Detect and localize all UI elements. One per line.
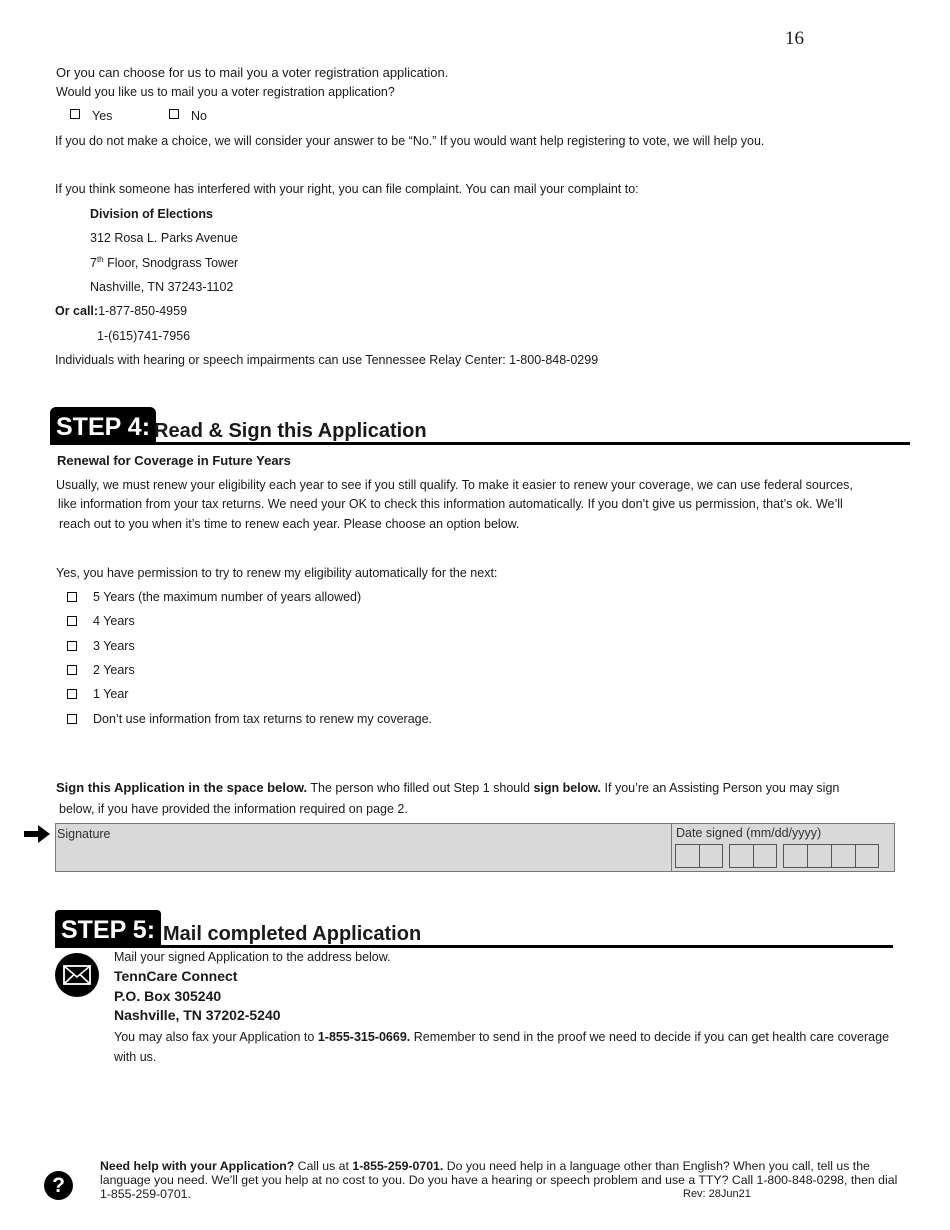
renewal-para-line2: like information from your tax returns. We need your OK to check this information automatically. If you don’t give us permission, that’s ok. We’ll — [58, 497, 843, 511]
address-name: Division of Elections — [90, 207, 213, 221]
voter-intro: Or you can choose for us to mail you a voter registration application. — [56, 65, 449, 80]
sign-bold-below: sign below. — [533, 781, 602, 795]
renewal-option-label: 2 Years — [93, 663, 135, 677]
no-label: No — [191, 109, 207, 123]
footer-help-text2: Do you need help in a language other than English? When you call, tell us the language you need. We’ll get you help at no cost to you. Do you have a hearing or speech problem and use a TTY? Call 1-800-848-0298, then dial 1-855-259-0701. — [100, 1159, 898, 1201]
mail-address-line3: Nashville, TN 37202-5240 — [114, 1007, 281, 1023]
renewal-checkbox[interactable] — [67, 665, 77, 675]
sign-text-1: The person who filled out Step 1 should — [307, 781, 534, 795]
call-line — [55, 304, 187, 318]
renewal-option-label: Don’t use information from tax returns to renew my coverage. — [93, 712, 433, 726]
date-cell-m1[interactable] — [675, 844, 699, 868]
voter-question: Would you like us to mail you a voter registration application? — [56, 85, 395, 99]
footer-help-text1: Call us at — [294, 1159, 353, 1173]
no-checkbox[interactable] — [169, 109, 179, 119]
signature-field[interactable] — [55, 823, 895, 872]
help-question-icon: ? — [44, 1171, 73, 1200]
footer-help-phone: 1-855-259-0701. — [352, 1159, 444, 1173]
address-line1: 312 Rosa L. Parks Avenue — [90, 231, 238, 245]
renewal-para-line3: reach out to you when it’s time to renew each year. Please choose an option below. — [59, 517, 520, 531]
relay-note: Individuals with hearing or speech impairments can use Tennessee Relay Center: 1-800-848-0299 — [55, 353, 599, 367]
renewal-checkbox[interactable] — [67, 714, 77, 724]
address-line3: Nashville, TN 37243-1102 — [90, 280, 234, 294]
footer-help-lead: Need help with your Application? — [100, 1159, 295, 1173]
revision-label: Rev: 28Jun21 — [683, 1188, 751, 1200]
step4-title: Read & Sign this Application — [154, 420, 427, 442]
mail-address-line1: TennCare Connect — [114, 968, 238, 984]
renewal-checkbox[interactable] — [67, 641, 77, 651]
step5-badge: STEP 5: — [55, 910, 161, 945]
renewal-para-line1: Usually, we must renew your eligibility each year to see if you still qualify. To make it easier to renew your coverage, we can use federal sources, — [56, 478, 853, 492]
date-signed-field[interactable] — [671, 823, 896, 872]
renewal-option-label: 4 Years — [93, 614, 135, 628]
date-cell-d2[interactable] — [753, 844, 777, 868]
complaint-intro: If you think someone has interfered with your right, you can file complaint. You can mail your complaint to: — [55, 182, 639, 196]
address-floor-suffix: th — [96, 255, 104, 264]
sign-instructions — [56, 780, 839, 795]
renewal-subheading: Renewal for Coverage in Future Years — [57, 453, 291, 468]
mail-instructions: Mail your signed Application to the address below. — [114, 950, 391, 964]
fax-number: 1-855-315-0669. — [317, 1030, 411, 1044]
renewal-checkbox[interactable] — [67, 689, 77, 699]
voter-default-note: If you do not make a choice, we will consider your answer to be “No.” If you would want help registering to vote, we will help you. — [55, 134, 765, 148]
date-cell-y4[interactable] — [855, 844, 879, 868]
date-cell-y3[interactable] — [831, 844, 855, 868]
fax-line2: with us. — [114, 1050, 157, 1064]
renewal-checkbox[interactable] — [67, 616, 77, 626]
renewal-checkbox[interactable] — [67, 592, 77, 602]
fax-text-post: Remember to send in the proof we need to decide if you can get health care coverage — [410, 1030, 890, 1044]
yes-label: Yes — [92, 109, 113, 123]
date-cell-d1[interactable] — [729, 844, 753, 868]
footer-help-text — [100, 1159, 900, 1201]
step4-badge: STEP 4: — [50, 407, 156, 442]
date-signed-label: Date signed (mm/dd/yyyy) — [676, 826, 822, 840]
mail-address-line2: P.O. Box 305240 — [114, 988, 222, 1004]
date-cell-m2[interactable] — [699, 844, 723, 868]
address-floor-number: 7 — [90, 256, 97, 271]
step4-header — [50, 404, 910, 445]
phone-primary: 1-877-850-4959 — [98, 304, 188, 318]
renewal-option-label: 1 Year — [93, 687, 129, 701]
call-label: Or call: — [55, 304, 99, 318]
step5-title: Mail completed Application — [163, 923, 422, 945]
date-cell-y1[interactable] — [783, 844, 807, 868]
sign-instructions-line2: below, if you have provided the information required on page 2. — [59, 802, 408, 816]
arrow-right-icon — [22, 823, 52, 845]
renewal-option-label: 5 Years (the maximum number of years allowed) — [93, 590, 362, 604]
fax-text-pre: You may also fax your Application to — [114, 1030, 318, 1044]
permission-text: Yes, you have permission to try to renew my eligibility automatically for the next: — [56, 566, 498, 580]
envelope-icon — [55, 953, 99, 997]
fax-line — [114, 1030, 889, 1044]
date-cell-y2[interactable] — [807, 844, 831, 868]
step5-header — [55, 907, 893, 948]
address-floor-rest: Floor, Snodgrass Tower — [103, 256, 239, 271]
signature-label: Signature — [57, 827, 111, 841]
sign-bold-lead: Sign this Application in the space below. — [56, 780, 308, 795]
renewal-option-label: 3 Years — [93, 639, 135, 653]
phone-secondary: 1-(615)741-7956 — [97, 329, 191, 343]
date-cells[interactable] — [675, 844, 879, 868]
page-number: 16 — [785, 28, 804, 49]
address-line2 — [90, 255, 238, 270]
sign-text-2: If you’re an Assisting Person you may sign — [601, 781, 840, 795]
yes-checkbox[interactable] — [70, 109, 80, 119]
